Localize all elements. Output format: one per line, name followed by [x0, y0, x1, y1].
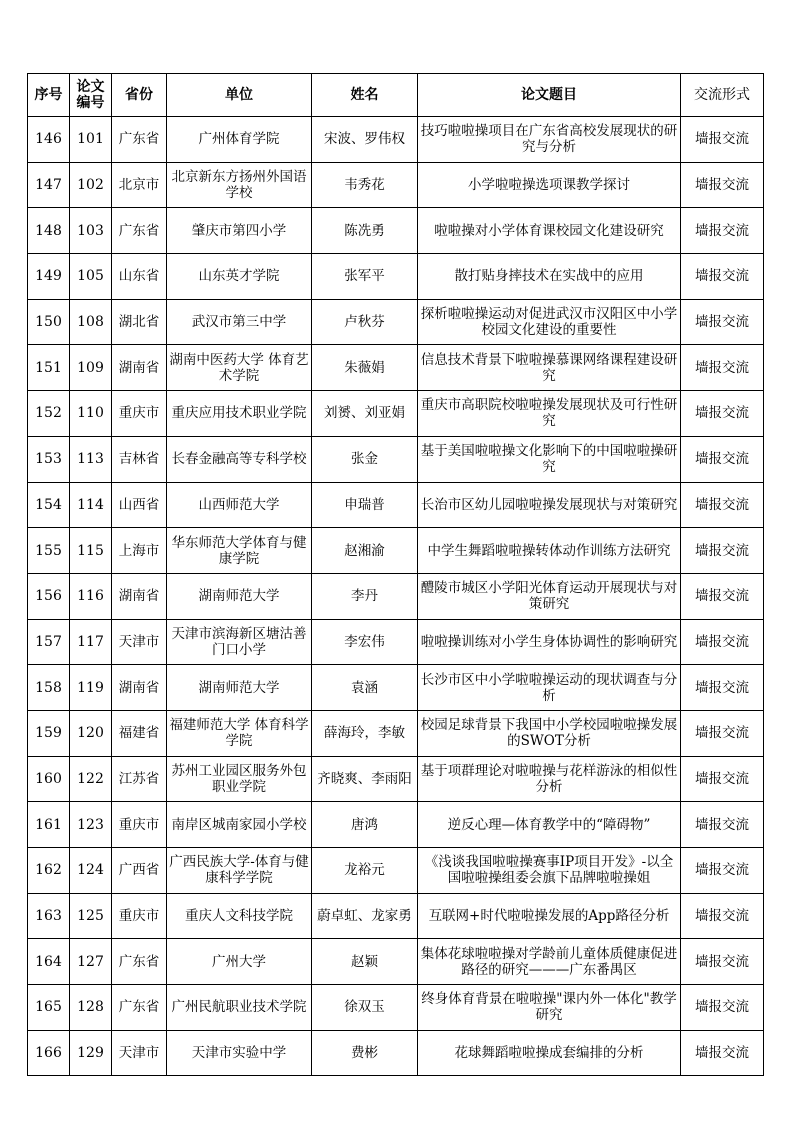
cell-title: 信息技术背景下啦啦操慕课网络课程建设研究: [418, 345, 681, 391]
cell-name: 李丹: [312, 573, 418, 619]
cell-unit: 广西民族大学-体育与健康科学学院: [167, 848, 312, 894]
cell-paper-no: 105: [70, 254, 112, 300]
cell-province: 上海市: [112, 528, 167, 574]
table-row: [28, 299, 764, 345]
cell-seq: 154: [28, 482, 70, 528]
cell-name: 费彬: [312, 1030, 418, 1076]
header-paper-no: 论文编号: [70, 74, 112, 117]
cell-title: [418, 848, 681, 894]
cell-unit: 重庆人文科技学院: [167, 893, 312, 939]
cell-paper-no: 115: [70, 528, 112, 574]
table-row: [28, 848, 764, 894]
cell-title: 基于美国啦啦操文化影响下的中国啦啦操研究: [418, 436, 681, 482]
cell-province: 山西省: [112, 482, 167, 528]
cell-seq: 164: [28, 939, 70, 985]
cell-province: 湖北省: [112, 299, 167, 345]
cell-province: 重庆市: [112, 802, 167, 848]
cell-name: 赵湘渝: [312, 528, 418, 574]
table-row: [28, 345, 764, 391]
cell-unit: 广州体育学院: [167, 117, 312, 163]
cell-title: 长沙市区中小学啦啦操运动的现状调查与分析: [418, 665, 681, 711]
cell-name: 朱薇娟: [312, 345, 418, 391]
cell-unit: 华东师范大学体育与健康学院: [167, 528, 312, 574]
cell-format: 墙报交流: [681, 436, 764, 482]
cell-seq: 147: [28, 162, 70, 208]
cell-name: 刘赟、刘亚娟: [312, 391, 418, 437]
header-format: 交流形式: [681, 74, 764, 117]
cell-province: 江苏省: [112, 756, 167, 802]
cell-paper-no: 125: [70, 893, 112, 939]
cell-format: 墙报交流: [681, 802, 764, 848]
cell-paper-no: 120: [70, 710, 112, 756]
cell-paper-no: 103: [70, 208, 112, 254]
cell-format: 墙报交流: [681, 528, 764, 574]
cell-format: 墙报交流: [681, 665, 764, 711]
table-row: [28, 573, 764, 619]
cell-name: 赵颖: [312, 939, 418, 985]
cell-title: 校园足球背景下我国中小学校园啦啦操发展的SWOT分析: [418, 710, 681, 756]
cell-format: 墙报交流: [681, 299, 764, 345]
cell-name: 薛海玲，李敏: [312, 710, 418, 756]
cell-province: 北京市: [112, 162, 167, 208]
table-row: [28, 619, 764, 665]
cell-province: 天津市: [112, 1030, 167, 1076]
cell-unit: 南岸区城南家园小学校: [167, 802, 312, 848]
table-header-row: [28, 74, 764, 117]
cell-format: 墙报交流: [681, 1030, 764, 1076]
cell-seq: 162: [28, 848, 70, 894]
cell-name: 齐晓爽、李雨阳: [312, 756, 418, 802]
cell-unit: 天津市实验中学: [167, 1030, 312, 1076]
table-row: [28, 482, 764, 528]
cell-title: 小学啦啦操选项课教学探讨: [418, 162, 681, 208]
table-row: [28, 1030, 764, 1076]
cell-name: 蔚卓虹、龙家勇: [312, 893, 418, 939]
cell-name: 张金: [312, 436, 418, 482]
cell-name: 唐鸿: [312, 802, 418, 848]
cell-province: 天津市: [112, 619, 167, 665]
cell-seq: 151: [28, 345, 70, 391]
cell-format: 墙报交流: [681, 162, 764, 208]
header-province: 省份: [112, 74, 167, 117]
cell-paper-no: 108: [70, 299, 112, 345]
cell-province: 广东省: [112, 939, 167, 985]
cell-format: 墙报交流: [681, 573, 764, 619]
cell-name: 袁涵: [312, 665, 418, 711]
cell-seq: 146: [28, 117, 70, 163]
table-row: [28, 665, 764, 711]
cell-format: 墙报交流: [681, 254, 764, 300]
cell-format: 墙报交流: [681, 756, 764, 802]
cell-title: 啦啦操对小学体育课校园文化建设研究: [418, 208, 681, 254]
cell-title: 基于项群理论对啦啦操与花样游泳的相似性分析: [418, 756, 681, 802]
cell-paper-no: 113: [70, 436, 112, 482]
cell-paper-no: 119: [70, 665, 112, 711]
cell-paper-no: 123: [70, 802, 112, 848]
cell-name: 韦秀花: [312, 162, 418, 208]
cell-paper-no: 110: [70, 391, 112, 437]
cell-province: 福建省: [112, 710, 167, 756]
table-row: [28, 391, 764, 437]
cell-unit: 重庆应用技术职业学院: [167, 391, 312, 437]
cell-unit: 山西师范大学: [167, 482, 312, 528]
cell-paper-no: 109: [70, 345, 112, 391]
cell-title: 探析啦啦操运动对促进武汉市汉阳区中小学校园文化建设的重要性: [418, 299, 681, 345]
cell-format: 墙报交流: [681, 893, 764, 939]
cell-unit: 湖南中医药大学 体育艺术学院: [167, 345, 312, 391]
cell-paper-no: 114: [70, 482, 112, 528]
header-seq: 序号: [28, 74, 70, 117]
table-row: [28, 436, 764, 482]
cell-unit: 广州大学: [167, 939, 312, 985]
cell-province: 湖南省: [112, 345, 167, 391]
cell-province: 广东省: [112, 117, 167, 163]
cell-paper-no: 117: [70, 619, 112, 665]
cell-title: 散打贴身摔技术在实战中的应用: [418, 254, 681, 300]
cell-title: 啦啦操训练对小学生身体协调性的影响研究: [418, 619, 681, 665]
cell-format: 墙报交流: [681, 117, 764, 163]
cell-unit: 山东英才学院: [167, 254, 312, 300]
papers-table: [27, 73, 764, 1076]
cell-format: 墙报交流: [681, 482, 764, 528]
cell-unit: 肇庆市第四小学: [167, 208, 312, 254]
table-row: [28, 710, 764, 756]
cell-paper-no: 127: [70, 939, 112, 985]
cell-title: 逆反心理—体育教学中的“障碍物”: [418, 802, 681, 848]
cell-seq: 160: [28, 756, 70, 802]
cell-format: 墙报交流: [681, 939, 764, 985]
cell-title-text: 《浅谈我国啦啦操赛事IP项目开发》-以全国啦啦操组委会旗下品牌啦啦操姐: [424, 854, 674, 887]
table-row: [28, 254, 764, 300]
header-name: 姓名: [312, 74, 418, 117]
cell-unit: 广州民航职业技术学院: [167, 985, 312, 1031]
cell-province: 山东省: [112, 254, 167, 300]
cell-format: 墙报交流: [681, 848, 764, 894]
table-row: [28, 117, 764, 163]
cell-seq: 157: [28, 619, 70, 665]
cell-name: 龙裕元: [312, 848, 418, 894]
table-row: [28, 893, 764, 939]
cell-seq: 166: [28, 1030, 70, 1076]
cell-title: 醴陵市城区小学阳光体育运动开展现状与对策研究: [418, 573, 681, 619]
cell-paper-no: 122: [70, 756, 112, 802]
cell-title: 花球舞蹈啦啦操成套编排的分析: [418, 1030, 681, 1076]
cell-title: 集体花球啦啦操对学龄前儿童体质健康促进路径的研究———广东番禺区: [418, 939, 681, 985]
cell-province: 吉林省: [112, 436, 167, 482]
cell-unit: 湖南师范大学: [167, 665, 312, 711]
cell-title: 终身体育背景在啦啦操"课内外一体化"教学研究: [418, 985, 681, 1031]
table-row: [28, 939, 764, 985]
cell-name: 宋波、罗伟权: [312, 117, 418, 163]
cell-title: 长治市区幼儿园啦啦操发展现状与对策研究: [418, 482, 681, 528]
cell-unit: 湖南师范大学: [167, 573, 312, 619]
cell-paper-no: 124: [70, 848, 112, 894]
cell-name: 李宏伟: [312, 619, 418, 665]
cell-seq: 156: [28, 573, 70, 619]
cell-unit: 苏州工业园区服务外包职业学院: [167, 756, 312, 802]
cell-seq: 148: [28, 208, 70, 254]
header-unit: 单位: [167, 74, 312, 117]
cell-name: 张军平: [312, 254, 418, 300]
cell-name: 卢秋芬: [312, 299, 418, 345]
cell-seq: 155: [28, 528, 70, 574]
cell-province: 重庆市: [112, 893, 167, 939]
cell-unit: 武汉市第三中学: [167, 299, 312, 345]
cell-format: 墙报交流: [681, 208, 764, 254]
cell-province: 湖南省: [112, 665, 167, 711]
cell-seq: 163: [28, 893, 70, 939]
cell-seq: 149: [28, 254, 70, 300]
cell-unit: 天津市滨海新区塘沽善门口小学: [167, 619, 312, 665]
cell-title: 中学生舞蹈啦啦操转体动作训练方法研究: [418, 528, 681, 574]
cell-title: 重庆市高职院校啦啦操发展现状及可行性研究: [418, 391, 681, 437]
cell-title: 技巧啦啦操项目在广东省高校发展现状的研究与分析: [418, 117, 681, 163]
cell-seq: 165: [28, 985, 70, 1031]
cell-name: 申瑞普: [312, 482, 418, 528]
cell-format: 墙报交流: [681, 985, 764, 1031]
table-row: [28, 756, 764, 802]
cell-seq: 153: [28, 436, 70, 482]
cell-seq: 161: [28, 802, 70, 848]
cell-format: 墙报交流: [681, 710, 764, 756]
header-title: 论文题目: [418, 74, 681, 117]
cell-unit: 北京新东方扬州外国语学校: [167, 162, 312, 208]
table-row: [28, 528, 764, 574]
cell-name: 徐双玉: [312, 985, 418, 1031]
cell-paper-no: 101: [70, 117, 112, 163]
cell-paper-no: 116: [70, 573, 112, 619]
cell-title: 互联网+时代啦啦操发展的App路径分析: [418, 893, 681, 939]
cell-name: 陈冼勇: [312, 208, 418, 254]
cell-format: 墙报交流: [681, 345, 764, 391]
table-row: [28, 985, 764, 1031]
cell-province: 广西省: [112, 848, 167, 894]
cell-seq: 158: [28, 665, 70, 711]
cell-format: 墙报交流: [681, 619, 764, 665]
cell-unit: 福建师范大学 体育科学学院: [167, 710, 312, 756]
cell-unit: 长春金融高等专科学校: [167, 436, 312, 482]
cell-format: 墙报交流: [681, 391, 764, 437]
table-row: [28, 802, 764, 848]
cell-seq: 152: [28, 391, 70, 437]
table-body: [28, 117, 764, 1076]
cell-seq: 159: [28, 710, 70, 756]
cell-paper-no: 128: [70, 985, 112, 1031]
table-row: [28, 208, 764, 254]
cell-province: 重庆市: [112, 391, 167, 437]
table-row: [28, 162, 764, 208]
cell-province: 广东省: [112, 985, 167, 1031]
cell-province: 广东省: [112, 208, 167, 254]
cell-seq: 150: [28, 299, 70, 345]
cell-province: 湖南省: [112, 573, 167, 619]
cell-paper-no: 102: [70, 162, 112, 208]
cell-paper-no: 129: [70, 1030, 112, 1076]
